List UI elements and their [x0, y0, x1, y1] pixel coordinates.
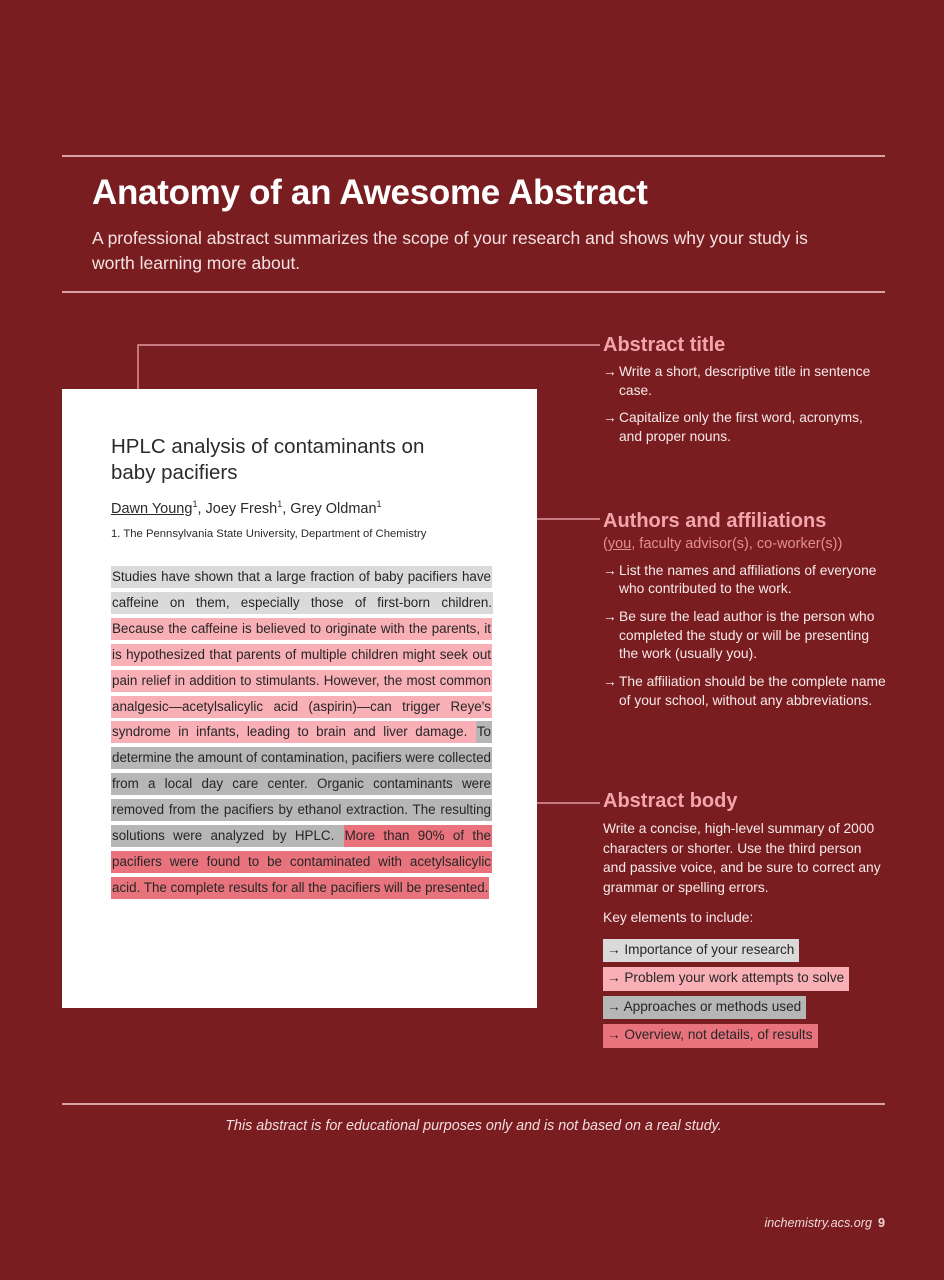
page-subtitle: A professional abstract summarizes the scope of your research and shows why your study is worth learning more about. [92, 227, 808, 273]
annotation-title-bullets [603, 363, 888, 447]
list-item [603, 939, 888, 962]
abstract-card [62, 389, 537, 1008]
page-title: Anatomy of an Awesome Abstract [92, 173, 648, 212]
arrow-icon: → [603, 364, 617, 379]
subheading-open-paren: ( [603, 536, 608, 552]
list-item-label: Be sure the lead author is the person who completed the study or will be presenting the work (usually you). [619, 609, 875, 662]
annotation-body-paragraph: Write a concise, high-level summary of 2000 characters or shorter. Use the third person and passive voice, and be sure to correct any grammar or spelling errors. [603, 821, 881, 895]
list-item-label: List the names and affiliations of everyone who contributed to the work. [619, 562, 877, 597]
list-item [603, 673, 888, 710]
list-item [603, 363, 888, 400]
annotation-authors-affiliations [603, 510, 888, 719]
subheading-you: you [607, 536, 632, 552]
annotation-abstract-body [603, 790, 888, 1053]
subheading-rest: , faculty advisor(s), co-worker(s)) [631, 536, 843, 552]
key-element-chip-3: → Approaches or methods used [603, 996, 806, 1019]
list-item [603, 967, 888, 990]
arrow-icon: → [603, 609, 617, 625]
annotation-abstract-title [603, 334, 888, 456]
annotation-authors-bullets [603, 562, 888, 710]
key-elements-list [603, 939, 888, 1048]
arrow-icon: → [603, 562, 617, 578]
abstract-body-segment-3: To determine the amount of contamination, pacifiers were collected from a local day care center. Organic contaminants were removed from the pacifiers by ethanol extraction. The resulting solutions were analyzed by HPLC. [111, 721, 492, 846]
page-header [62, 155, 885, 293]
list-item [603, 608, 888, 664]
arrow-icon: → [603, 673, 617, 689]
annotation-key-intro: Key elements to include: [603, 910, 754, 926]
annotation-body-heading: Abstract body [603, 790, 738, 812]
third-author-affil-marker: 1 [376, 499, 382, 510]
arrow-icon: → [603, 410, 617, 426]
key-element-chip-1: → Importance of your research [603, 939, 799, 962]
list-item-label: The affiliation should be the complete name of your school, without any abbreviations. [619, 673, 886, 708]
abstract-affiliation: 1. The Pennsylvania State University, Department of Chemistry [111, 528, 427, 541]
key-element-chip-4: → Overview, not details, of results [603, 1024, 818, 1047]
abstract-authors [111, 499, 507, 517]
list-item [603, 409, 888, 446]
abstract-body-segment-2: Because the caffeine is believed to originate with the parents, it is hypothesized that parents of multiple children might seek out pain relief in addition to stimulants. However, the most common analgesic—acetylsalicylic acid (aspirin)—can trigger Reye's syndrome in infants, leading to brain and liver damage. [111, 618, 492, 743]
abstract-body-text [111, 564, 492, 900]
credit-site: inchemistry.acs.org [764, 1216, 872, 1230]
second-author-name: , Joey Fresh [197, 501, 278, 518]
key-element-chip-2: → Problem your work attempts to solve [603, 967, 849, 990]
list-item-label: Capitalize only the first word, acronyms, and proper nouns. [619, 410, 863, 444]
lead-author-name: Dawn Young [111, 501, 193, 518]
annotation-authors-heading: Authors and affiliations [603, 510, 827, 532]
list-item [603, 562, 888, 599]
page-credit [764, 1216, 885, 1230]
list-item [603, 1024, 888, 1047]
annotation-title-heading: Abstract title [603, 334, 726, 356]
abstract-body-segment-4: More than 90% of the pacifiers were found to be contaminated with acetylsalicylic acid. The complete results for all the pacifiers will be presented. [111, 825, 492, 899]
page-footer [62, 1103, 885, 1134]
abstract-body-segment-1: Studies have shown that a large fraction of baby pacifiers have caffeine on them, especially those of first-born children. [111, 566, 493, 614]
page-number: 9 [877, 1216, 885, 1230]
list-item-label: Write a short, descriptive title in sentence case. [619, 364, 871, 398]
list-item [603, 996, 888, 1019]
lead-author-affil-marker: 1 [192, 499, 198, 510]
annotation-authors-subheading [603, 535, 888, 554]
third-author-name: , Grey Oldman [282, 501, 377, 518]
abstract-title: HPLC analysis of contaminants on baby pacifiers [111, 435, 425, 485]
footer-rule [62, 1103, 885, 1105]
second-author-affil-marker: 1 [277, 499, 283, 510]
header-bottom-rule [62, 291, 885, 293]
footer-disclaimer: This abstract is for educational purposes only and is not based on a real study. [225, 1118, 722, 1134]
